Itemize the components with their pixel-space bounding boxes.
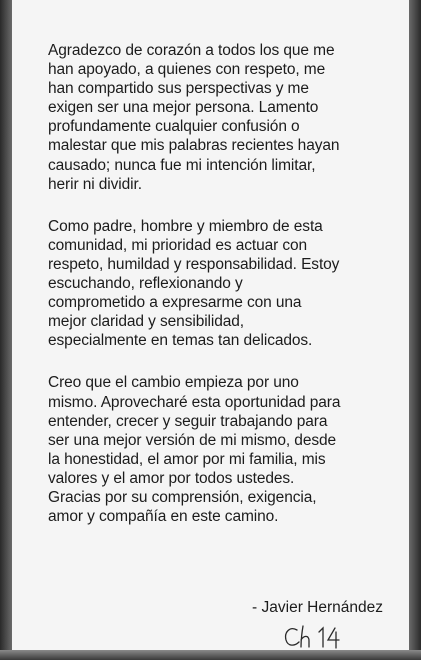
- right-frame-edge: [409, 0, 421, 660]
- paragraph-change: Creo que el cambio empieza por uno mismo. Aprovecharé esta oportunidad para entender, crecer y seguir trabajando para ser una mejor versión de mi mismo, desde la honestidad, el amor por mi familia, mis valores y el amor por todos ustedes. Gracias por su comprensión, exigencia, amor y compañía en este camino.: [48, 374, 341, 526]
- letter-body: [48, 41, 395, 549]
- signature-name: - Javier Hernández: [252, 599, 383, 616]
- left-frame-edge: [0, 0, 12, 660]
- letter-sheet: [12, 0, 409, 650]
- paragraph-gratitude: Agradezco de corazón a todos los que me han apoyado, a quienes con respeto, me han compartido sus perspectivas y me exigen ser una mejor persona. Lamento profundamente cualquier confusión o malestar que mis palabras recientes hayan causado; nunca fue mi intención limitar, herir ni dividir.: [48, 42, 340, 193]
- handwritten-signature: [281, 622, 371, 652]
- paragraph-responsibility: Como padre, hombre y miembro de esta comunidad, mi prioridad es actuar con respeto, humildad y responsabilidad. Estoy escuchando, reflexionando y comprometido a expresarme con una mejor claridad y sensibilidad, especialmente en temas tan delicados.: [48, 217, 340, 350]
